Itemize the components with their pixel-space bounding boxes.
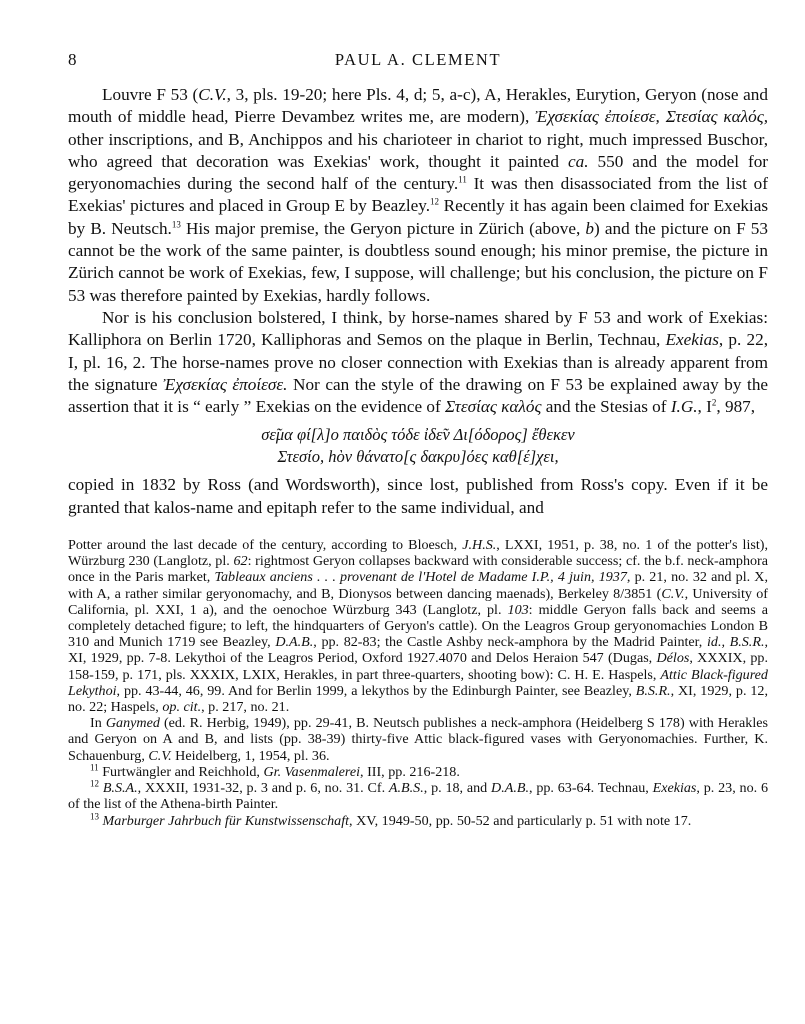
page-number: 8 (68, 50, 77, 69)
epitaph-line-1: σε̃μα φί[λ]ο παιδὸς τόδε ἰδε̃ν Δι[όδορος] ἔθεκεν (261, 425, 575, 445)
italic-run: Tableaux anciens . . . provenant de l'Hotel de Madame I.P., 4 juin, 1937 (214, 569, 627, 586)
paragraph-2 (68, 307, 768, 418)
italic-run: D.A.B. (491, 780, 530, 797)
text-run: , p. 21, no. 32 and pl. X, with A, a rather similar geryonomachy, and B, Dionysos between dancing maenads), Berkeley 8/3851 ( (68, 569, 768, 602)
footnotes (68, 537, 768, 829)
text-run: , pp. 63-64. Technau, (529, 780, 649, 797)
text-run: (ed. R. Herbig, 1949), pp. 29-41, B. Neutsch publishes a neck-amphora (Heidelberg S 178) with Herakles and Geryon on A and B, and lists (pp. 38-39) thirty-five Attic black-figured vases with Geryonomachies. Further, K. Schauenburg, (68, 715, 768, 764)
text-run: and the Stesias of (545, 397, 667, 417)
italic-run: C.V. (148, 747, 172, 764)
greek-inscription: Στεσίας καλός (445, 397, 542, 417)
footnote-12 (68, 780, 768, 812)
greek-inscription: Ἐχσεκίας ἐποίεσε, Στεσίας καλός, (535, 107, 768, 127)
text-run: , p. 217, no. 21. (201, 699, 290, 716)
text-run: , III, pp. 216-218. (360, 763, 460, 780)
text-run: His major premise, the Geryon picture in Zürich (above, (185, 218, 581, 238)
text-run: , XI, 1929, p. 12, no. 22; Haspels, (68, 682, 768, 716)
text-run: Louvre F 53 ( (102, 85, 199, 104)
italic-run: Marburger Jahrbuch für Kunstwissenschaft (102, 812, 350, 829)
running-head: PAUL A. CLEMENT (334, 50, 502, 69)
text-run: Recently it has again been claimed for Exekias by B. Neutsch. (68, 196, 769, 238)
footnote-10-continued (68, 537, 768, 715)
epitaph-quote (68, 424, 768, 468)
italic-run: B.S.R. (635, 682, 671, 699)
page (68, 44, 768, 829)
italic-run: 62 (233, 553, 248, 570)
text-run: , p. 22, I, pl. 16, 2. The horse-names prove no closer connection with Exekias than is already apparent from the signature (68, 330, 769, 394)
text-run: : rightmost Geryon collapses backward with considerable success; cf. the b.f. neck-amphora once in the Paris market, (68, 553, 769, 586)
superscript: 2 (711, 397, 717, 408)
epitaph-line-2: Στεσίο, hὸν θάνατο[ς δακρυ]όες καθ[έ]χει, (277, 447, 559, 467)
text-run: , University of California, pl. XXI, 1 a), and the oenochoe Würzburg 343 (Langlotz, pl. (68, 585, 768, 618)
text-run: , p. 23, no. 6 of the list of the Athena-birth Painter. (68, 780, 769, 813)
text-run: , I (697, 397, 712, 417)
text-run: : middle Geryon falls back and seems a completely detached figure; to left, the hindquarters of Geryon's cattle). On the Leagros Group geryonomachies London B 310 and Munich 1719 see Beazley, (68, 601, 768, 651)
text-run: It was then disassociated from the list of Exekias' pictures and placed in Group E by Beazley. (68, 174, 768, 216)
italic-run: Gr. Vasenmalerei (263, 763, 361, 780)
italic-run: I.G. (670, 397, 698, 417)
italic-run: id., B.S.R. (706, 634, 765, 651)
italic-run: ca. (568, 151, 589, 171)
footnote-number: 13 (90, 810, 99, 821)
text-run: , XXXIX, pp. 158-159, p. 171, pls. XXXIX, LXIX, Herakles, in part three-quarters, shooting bow): C. H. E. Haspels, (68, 650, 768, 683)
text-run: , 987, (716, 397, 756, 417)
page-header (68, 44, 768, 70)
italic-run: A.B.S. (388, 780, 424, 797)
italic-run: J.H.S. (462, 537, 497, 554)
text-run: In (90, 715, 102, 732)
greek-inscription: Ἐχσεκίας ἐποίεσε. (163, 374, 288, 394)
footnote-13 (68, 810, 768, 829)
body-text (68, 84, 768, 519)
footnote-11 (68, 764, 768, 780)
italic-run: C.V. (661, 585, 685, 602)
italic-run: Exekias (665, 330, 719, 350)
italic-run: C.V. (198, 85, 227, 104)
text-run: ) and the picture on F 53 cannot be the work of the same painter, is doubtless sound enough; his minor premise, the picture in Zürich cannot be work of Exekias, few, I suppose, will challenge; but his conclusion, the picture on F 53 was therefore painted by Exekias, hardly follows. (68, 218, 768, 305)
italic-run: 103 (507, 601, 529, 618)
italic-run: Attic Black-figured Lekythoi (68, 666, 768, 699)
text-run: Nor can the style of the drawing on F 53 be explained away by the assertion that it is “ early ” Exekias on the evidence of (68, 374, 769, 417)
italic-run: Ganymed (105, 715, 160, 732)
text-run: Heidelberg, 1, 1954, pl. 36. (175, 747, 330, 764)
text-run: , XI, 1929, pp. 7-8. Lekythoi of the Leagros Period, Oxford 1927.4070 and Delos Heraion 547 (Dugas, (68, 634, 768, 667)
footnote-ref-12[interactable]: 12 (430, 196, 440, 207)
italic-run: op. cit. (162, 699, 202, 716)
footnote-number: 11 (90, 762, 99, 773)
text-run: , XXXII, 1931-32, p. 3 and p. 6, no. 31. Cf. (137, 780, 386, 797)
text-run: , 3, pls. 19-20; here Pls. 4, d; 5, a-c), A, Herakles, Eurytion, Geryon (nose and mouth of middle head, Pierre Devambez writes me, are modern), (68, 85, 768, 127)
text-run: , LXXI, 1951, p. 38, no. 1 of the potter's list), Würzburg 230 (Langlotz, pl. (68, 537, 768, 570)
text-run: Potter around the last decade of the century, according to Bloesch, (68, 537, 458, 554)
text-run: , XV, 1949-50, pp. 50-52 and particularly p. 51 with note 17. (349, 812, 692, 829)
italic-run: D.A.B. (275, 634, 314, 651)
italic-run: Exekias (652, 780, 697, 797)
footnote-ref-13[interactable]: 13 (171, 219, 181, 230)
italic-run: b (585, 218, 594, 238)
paragraph-3: copied in 1832 by Ross (and Wordsworth), since lost, published from Ross's copy. Even if it be granted that kalos-name and epitaph refer to the same individual, and (68, 475, 768, 517)
text-run: Nor is his conclusion bolstered, I think, by horse-names shared by F 53 and work of Exekias: Kalliphora on Berlin 1720, Kalliphoras and Semos on the plaque in Berlin, Technau, (68, 307, 768, 350)
text-run: 550 and the model for geryonomachies during the second half of the century. (68, 151, 769, 194)
text-run: Furtwängler and Reichhold, (102, 763, 260, 780)
text-run: , pp. 82-83; the Castle Ashby neck-amphora by the Madrid Painter, (313, 634, 703, 651)
text-run: other inscriptions, and B, Anchippos and his charioteer in chariot to right, much impressed Buschor, who agreed that decoration was Exekias' work, thought it painted (68, 129, 768, 171)
footnote-number: 12 (90, 778, 99, 789)
text-run: , pp. 43-44, 46, 99. And for Berlin 1999, a lekythos by the Edinburgh Painter, see Beazley, (116, 682, 632, 699)
paragraph-1 (68, 84, 768, 307)
footnote-10-addendum (68, 715, 768, 764)
text-run: , p. 18, and (423, 780, 488, 797)
italic-run: Délos (656, 650, 690, 667)
italic-run: B.S.A. (102, 780, 138, 797)
footnote-ref-11[interactable]: 11 (458, 174, 467, 185)
